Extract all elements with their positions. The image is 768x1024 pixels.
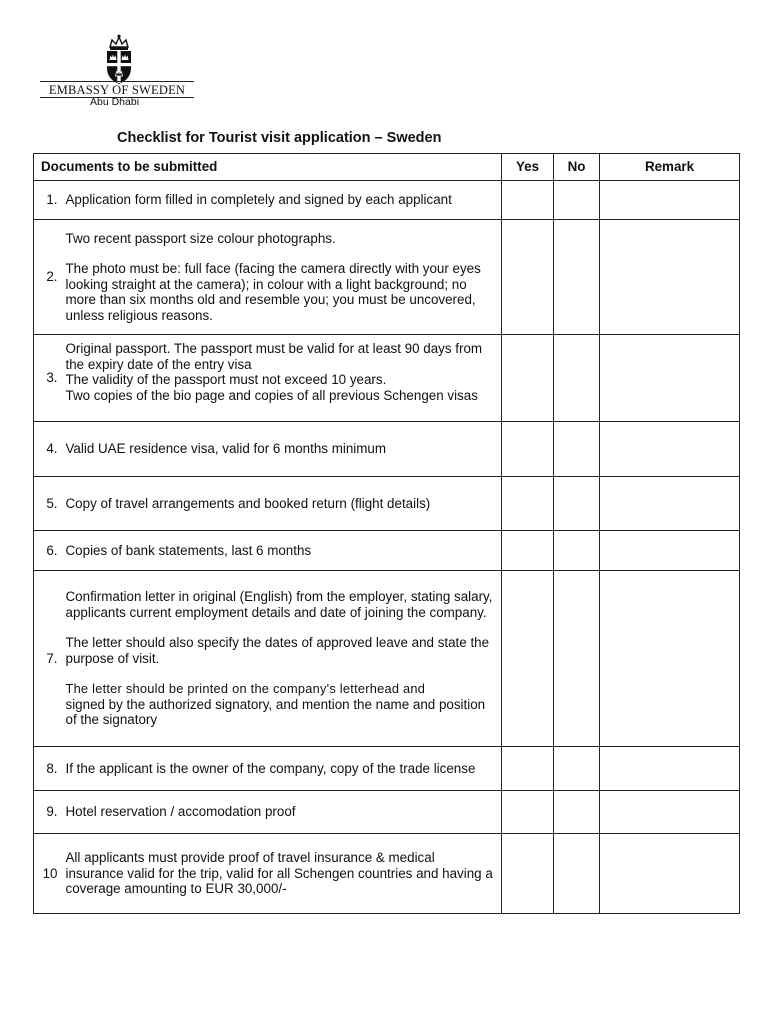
- row-text: Original passport. The passport must be valid for at least 90 days from the expiry date of the entry visa: [65, 341, 483, 372]
- column-header-documents: Documents to be submitted: [34, 154, 502, 181]
- remark-cell[interactable]: [600, 791, 740, 834]
- remark-cell[interactable]: [600, 335, 740, 422]
- yes-checkbox-cell[interactable]: [502, 422, 554, 477]
- remark-cell[interactable]: [600, 477, 740, 531]
- column-header-remark: Remark: [600, 154, 740, 181]
- no-checkbox-cell[interactable]: [554, 422, 600, 477]
- table-row: [34, 747, 740, 791]
- row-text: All applicants must provide proof of travel insurance & medical insurance valid for the trip, valid for all Schengen countries and having a coverage amounting to EUR 30,000/-: [65, 850, 493, 897]
- logo-divider-top: [40, 81, 194, 82]
- row-text: Application form filled in completely and signed by each applicant: [65, 192, 452, 208]
- no-checkbox-cell[interactable]: [554, 477, 600, 531]
- row-text: Two recent passport size colour photographs.: [65, 230, 336, 246]
- row-description: [60, 747, 502, 791]
- table-header-row: [34, 154, 740, 181]
- row-text: Copy of travel arrangements and booked return (flight details): [65, 495, 431, 511]
- remark-cell[interactable]: [600, 834, 740, 914]
- row-text: The letter should be printed on the company's letterhead and: [65, 681, 426, 697]
- yes-checkbox-cell[interactable]: [502, 477, 554, 531]
- row-number: 10: [34, 834, 60, 914]
- no-checkbox-cell[interactable]: [554, 834, 600, 914]
- column-header-yes: Yes: [502, 154, 554, 181]
- row-number: 2.: [34, 220, 60, 335]
- row-text: If the applicant is the owner of the company, copy of the trade license: [65, 760, 476, 776]
- row-text: Hotel reservation / accomodation proof: [65, 804, 296, 820]
- row-number: 5.: [34, 477, 60, 531]
- page-title: Checklist for Tourist visit application – Sweden: [117, 130, 442, 146]
- row-description: [60, 220, 502, 335]
- embassy-city: Abu Dhabi: [90, 96, 140, 108]
- row-text: The photo must be: full face (facing the camera directly with your eyes looking straight at the camera); in colour with a light background; no more than six months old and resemble you; you must be uncovered, unless religious reasons.: [65, 261, 481, 323]
- table-row: [34, 531, 740, 571]
- remark-cell[interactable]: [600, 747, 740, 791]
- row-text: The letter should also specify the dates of approved leave and state the purpose of visit.: [65, 635, 490, 666]
- remark-cell[interactable]: [600, 422, 740, 477]
- table-row: [34, 477, 740, 531]
- row-description: [60, 422, 502, 477]
- yes-checkbox-cell[interactable]: [502, 335, 554, 422]
- swedish-royal-crest-icon: [102, 34, 136, 86]
- remark-cell[interactable]: [600, 181, 740, 220]
- no-checkbox-cell[interactable]: [554, 571, 600, 747]
- no-checkbox-cell[interactable]: [554, 220, 600, 335]
- column-header-no: No: [554, 154, 600, 181]
- no-checkbox-cell[interactable]: [554, 791, 600, 834]
- yes-checkbox-cell[interactable]: [502, 181, 554, 220]
- checklist-table: [33, 153, 740, 914]
- table-row: [34, 834, 740, 914]
- row-text: Copies of bank statements, last 6 months: [65, 542, 312, 558]
- table-row: [34, 335, 740, 422]
- row-number: 6.: [34, 531, 60, 571]
- table-row: [34, 791, 740, 834]
- row-text: Two copies of the bio page and copies of all previous Schengen visas: [65, 387, 478, 403]
- row-description: [60, 531, 502, 571]
- row-description: [60, 834, 502, 914]
- yes-checkbox-cell[interactable]: [502, 791, 554, 834]
- yes-checkbox-cell[interactable]: [502, 220, 554, 335]
- yes-checkbox-cell[interactable]: [502, 747, 554, 791]
- table-row: [34, 181, 740, 220]
- remark-cell[interactable]: [600, 571, 740, 747]
- no-checkbox-cell[interactable]: [554, 531, 600, 571]
- yes-checkbox-cell[interactable]: [502, 531, 554, 571]
- row-number: 1.: [34, 181, 60, 220]
- yes-checkbox-cell[interactable]: [502, 834, 554, 914]
- remark-cell[interactable]: [600, 531, 740, 571]
- embassy-name: EMBASSY OF SWEDEN: [48, 83, 186, 97]
- row-number: 9.: [34, 791, 60, 834]
- remark-cell[interactable]: [600, 220, 740, 335]
- row-number: 4.: [34, 422, 60, 477]
- table-row: [34, 571, 740, 747]
- row-number: 7.: [34, 571, 60, 747]
- no-checkbox-cell[interactable]: [554, 335, 600, 422]
- row-text: The validity of the passport must not exceed 10 years.: [65, 372, 387, 387]
- row-number: 8.: [34, 747, 60, 791]
- row-text: Valid UAE residence visa, valid for 6 months minimum: [65, 441, 387, 457]
- table-row: [34, 422, 740, 477]
- row-description: [60, 791, 502, 834]
- row-description: [60, 335, 502, 422]
- row-number: 3.: [34, 335, 60, 422]
- row-description: [60, 477, 502, 531]
- row-description: [60, 571, 502, 747]
- table-row: [34, 220, 740, 335]
- row-description: [60, 181, 502, 220]
- no-checkbox-cell[interactable]: [554, 181, 600, 220]
- yes-checkbox-cell[interactable]: [502, 571, 554, 747]
- no-checkbox-cell[interactable]: [554, 747, 600, 791]
- row-text: signed by the authorized signatory, and mention the name and position of the signatory: [65, 696, 486, 728]
- row-text: Confirmation letter in original (English) from the employer, stating salary, applicants current employment details and date of joining the company.: [65, 589, 493, 620]
